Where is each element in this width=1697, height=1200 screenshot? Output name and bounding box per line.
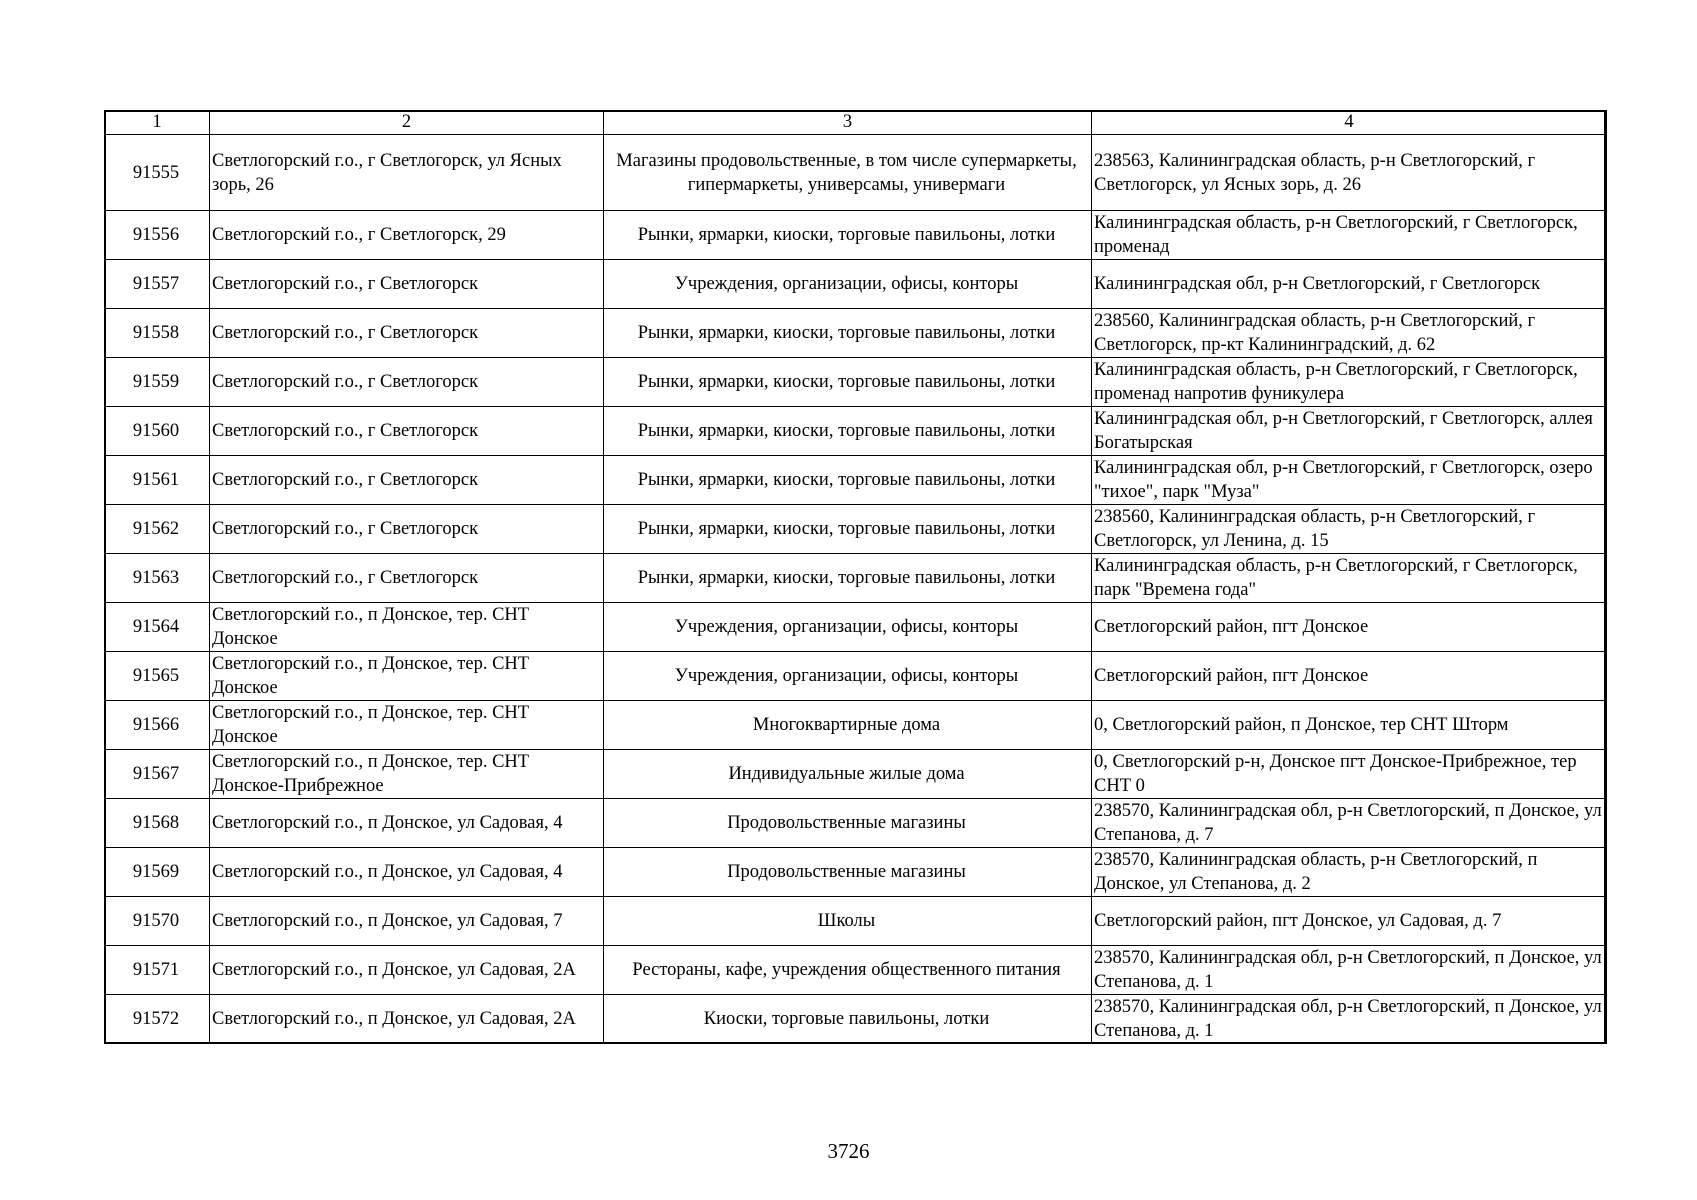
table-row [105,260,1607,309]
column-header-4: 4 [1092,111,1607,135]
category-cell: Индивидуальные жилые дома [604,750,1092,799]
location-cell: Светлогорский г.о., г Светлогорск [210,358,604,407]
location-cell: Светлогорский г.о., г Светлогорск [210,407,604,456]
row-id-cell: 91558 [105,309,210,358]
table-row [105,309,1607,358]
row-id-cell: 91563 [105,554,210,603]
address-cell: 0, Светлогорский район, п Донское, тер СНТ Шторм [1092,701,1607,750]
row-id-cell: 91570 [105,897,210,946]
address-cell: Калининградская область, р-н Светлогорский, г Светлогорск, парк "Времена года" [1092,554,1607,603]
table-row [105,135,1607,211]
location-cell: Светлогорский г.о., г Светлогорск, ул Ясных зорь, 26 [210,135,604,211]
category-cell: Многоквартирные дома [604,701,1092,750]
page-number: 3726 [827,1139,870,1163]
row-id-cell: 91565 [105,652,210,701]
location-cell: Светлогорский г.о., г Светлогорск, 29 [210,211,604,260]
row-id-cell: 91567 [105,750,210,799]
address-cell: 238563, Калининградская область, р-н Светлогорский, г Светлогорск, ул Ясных зорь, д. 26 [1092,135,1607,211]
register-table [104,110,1607,1044]
row-id-cell: 91555 [105,135,210,211]
address-cell: 238560, Калининградская область, р-н Светлогорский, г Светлогорск, пр-кт Калининградский, д. 62 [1092,309,1607,358]
address-cell: Светлогорский район, пгт Донское [1092,603,1607,652]
header-row [105,111,1607,135]
category-cell: Магазины продовольственные, в том числе супермаркеты, гипермаркеты, универсамы, универмаги [604,135,1092,211]
address-cell: Калининградская обл, р-н Светлогорский, г Светлогорск, аллея Богатырская [1092,407,1607,456]
address-cell: Калининградская область, р-н Светлогорский, г Светлогорск, променад напротив фуникулера [1092,358,1607,407]
row-id-cell: 91564 [105,603,210,652]
table-row [105,505,1607,554]
category-cell: Учреждения, организации, офисы, конторы [604,652,1092,701]
location-cell: Светлогорский г.о., г Светлогорск [210,554,604,603]
table-row [105,946,1607,995]
location-cell: Светлогорский г.о., п Донское, ул Садовая, 4 [210,799,604,848]
category-cell: Учреждения, организации, офисы, конторы [604,260,1092,309]
category-cell: Рынки, ярмарки, киоски, торговые павильоны, лотки [604,211,1092,260]
table-row [105,211,1607,260]
category-cell: Продовольственные магазины [604,848,1092,897]
address-cell: Калининградская обл, р-н Светлогорский, г Светлогорск [1092,260,1607,309]
row-id-cell: 91569 [105,848,210,897]
row-id-cell: 91561 [105,456,210,505]
address-cell: 238570, Калининградская обл, р-н Светлогорский, п Донское, ул Степанова, д. 1 [1092,995,1607,1044]
table-row [105,799,1607,848]
row-id-cell: 91557 [105,260,210,309]
row-id-cell: 91568 [105,799,210,848]
row-id-cell: 91560 [105,407,210,456]
table-row [105,407,1607,456]
category-cell: Киоски, торговые павильоны, лотки [604,995,1092,1044]
location-cell: Светлогорский г.о., г Светлогорск [210,505,604,554]
address-cell: 0, Светлогорский р-н, Донское пгт Донское-Прибрежное, тер СНТ 0 [1092,750,1607,799]
location-cell: Светлогорский г.о., п Донское, тер. СНТ Донское [210,652,604,701]
column-header-2: 2 [210,111,604,135]
location-cell: Светлогорский г.о., п Донское, ул Садовая, 2А [210,946,604,995]
row-id-cell: 91562 [105,505,210,554]
address-cell: 238570, Калининградская область, р-н Светлогорский, п Донское, ул Степанова, д. 2 [1092,848,1607,897]
column-header-1: 1 [105,111,210,135]
address-cell: Светлогорский район, пгт Донское, ул Садовая, д. 7 [1092,897,1607,946]
location-cell: Светлогорский г.о., п Донское, ул Садовая, 4 [210,848,604,897]
row-id-cell: 91566 [105,701,210,750]
location-cell: Светлогорский г.о., г Светлогорск [210,309,604,358]
table-row [105,554,1607,603]
location-cell: Светлогорский г.о., п Донское, тер. СНТ Донское [210,701,604,750]
address-cell: 238570, Калининградская обл, р-н Светлогорский, п Донское, ул Степанова, д. 7 [1092,799,1607,848]
table-row [105,848,1607,897]
row-id-cell: 91559 [105,358,210,407]
category-cell: Продовольственные магазины [604,799,1092,848]
category-cell: Рестораны, кафе, учреждения общественного питания [604,946,1092,995]
table-row [105,652,1607,701]
location-cell: Светлогорский г.о., п Донское, тер. СНТ Донское-Прибрежное [210,750,604,799]
table-body [105,135,1607,1044]
row-id-cell: 91556 [105,211,210,260]
row-id-cell: 91571 [105,946,210,995]
table-header [105,111,1607,135]
table-row [105,358,1607,407]
address-cell: 238560, Калининградская область, р-н Светлогорский, г Светлогорск, ул Ленина, д. 15 [1092,505,1607,554]
category-cell: Рынки, ярмарки, киоски, торговые павильоны, лотки [604,554,1092,603]
category-cell: Рынки, ярмарки, киоски, торговые павильоны, лотки [604,358,1092,407]
address-cell: Светлогорский район, пгт Донское [1092,652,1607,701]
table-row [105,701,1607,750]
category-cell: Рынки, ярмарки, киоски, торговые павильоны, лотки [604,407,1092,456]
table-row [105,456,1607,505]
category-cell: Рынки, ярмарки, киоски, торговые павильоны, лотки [604,456,1092,505]
category-cell: Учреждения, организации, офисы, конторы [604,603,1092,652]
location-cell: Светлогорский г.о., п Донское, тер. СНТ Донское [210,603,604,652]
column-header-3: 3 [604,111,1092,135]
address-cell: 238570, Калининградская обл, р-н Светлогорский, п Донское, ул Степанова, д. 1 [1092,946,1607,995]
location-cell: Светлогорский г.о., п Донское, ул Садовая, 7 [210,897,604,946]
address-cell: Калининградская обл, р-н Светлогорский, г Светлогорск, озеро "тихое", парк "Муза" [1092,456,1607,505]
row-id-cell: 91572 [105,995,210,1044]
table-row [105,897,1607,946]
location-cell: Светлогорский г.о., г Светлогорск [210,456,604,505]
category-cell: Рынки, ярмарки, киоски, торговые павильоны, лотки [604,505,1092,554]
table-row [105,750,1607,799]
location-cell: Светлогорский г.о., г Светлогорск [210,260,604,309]
address-cell: Калининградская область, р-н Светлогорский, г Светлогорск, променад [1092,211,1607,260]
table-row [105,995,1607,1044]
category-cell: Школы [604,897,1092,946]
category-cell: Рынки, ярмарки, киоски, торговые павильоны, лотки [604,309,1092,358]
table-row [105,603,1607,652]
location-cell: Светлогорский г.о., п Донское, ул Садовая, 2А [210,995,604,1044]
